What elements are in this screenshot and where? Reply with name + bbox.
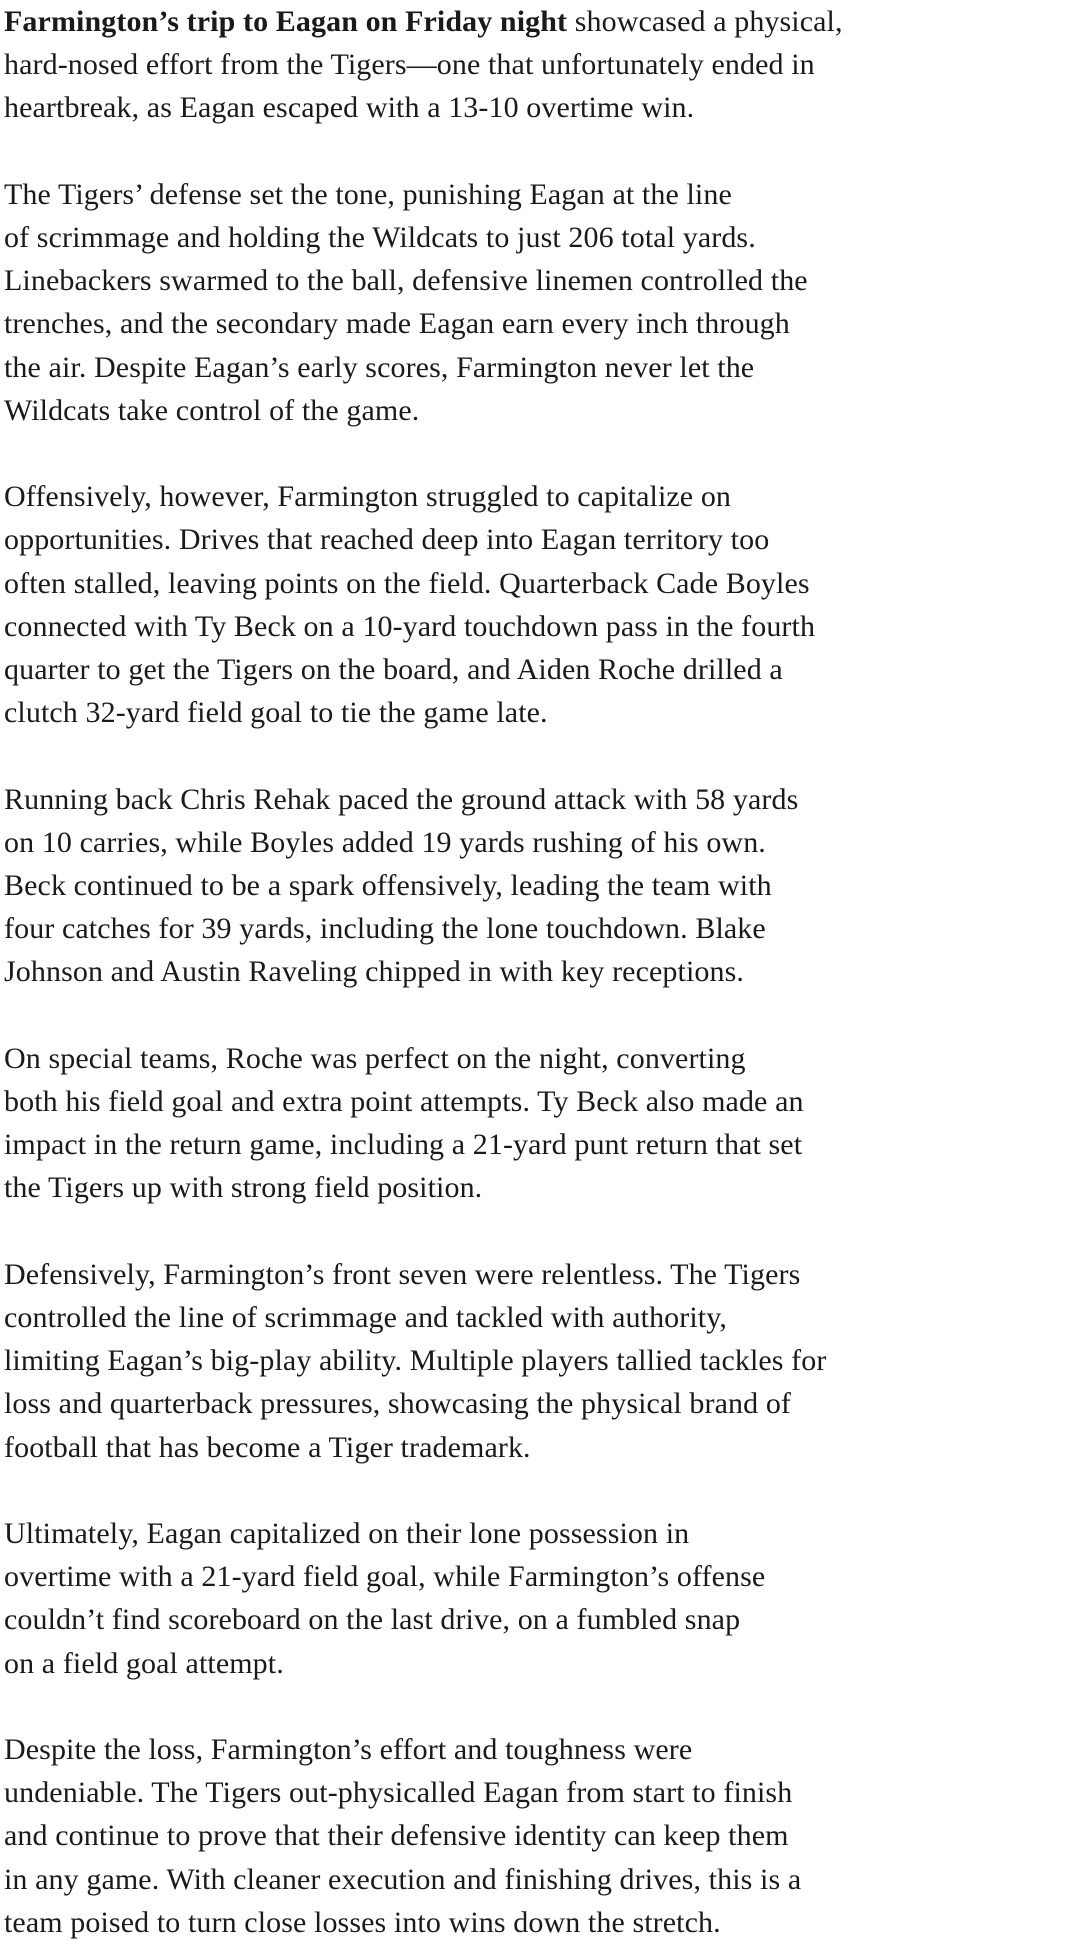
paragraph-rushing-receiving: Running back Chris Rehak paced the ground attack with 58 yards on 10 carries, while Boyles added 19 yards rushing of his own. Beck continued to be a spark offensively, leading the team with four catches for 39 yards, including the lone touchdown. Blake Johnson and Austin Raveling chipped in with key receptions. xyxy=(4,782,799,989)
lede-paragraph xyxy=(4,0,1080,130)
paragraph-front-seven: Defensively, Farmington’s front seven were relentless. The Tigers controlled the line of scrimmage and tackled with authority, limiting Eagan’s big-play ability. Multiple players tallied tackles for loss and quarterback pressures, showcasing the physical brand of football that has become a Tiger trademark. xyxy=(4,1257,827,1464)
paragraph-conclusion: Despite the loss, Farmington’s effort and toughness were undeniable. The Tigers out-physicalled Eagan from start to finish and continue to prove that their defensive identity can keep them in any game. With cleaner execution and finishing drives, this is a team poised to turn close losses into wins down the stretch. xyxy=(4,1733,802,1939)
paragraph-offense: Offensively, however, Farmington struggled to capitalize on opportunities. Drives that reached deep into Eagan territory too often stalled, leaving points on the field. Quarterback Cade Boyles connected with Ty Beck on a 10-yard touchdown pass in the fourth quarter to get the Tigers on the board, and Aiden Roche drilled a clutch 32-yard field goal to tie the game late. xyxy=(4,480,816,730)
paragraph-overtime: Ultimately, Eagan capitalized on their lone possession in overtime with a 21-yard field goal, while Farmington’s offense couldn’t find scoreboard on the last drive, on a fumbled snap on a field goal attempt. xyxy=(4,1517,766,1680)
paragraph-defense: The Tigers’ defense set the tone, punishing Eagan at the line of scrimmage and holding the Wildcats to just 206 total yards. Linebackers swarmed to the ball, defensive linemen controlled the trenches, and the secondary made Eagan earn every inch through the air. Despite Eagan’s early scores, Farmington never let the Wildcats take control of the game. xyxy=(4,177,808,427)
lede-bold-text: Farmington’s trip to Eagan on Friday night xyxy=(4,5,568,38)
paragraph-special-teams: On special teams, Roche was perfect on the night, converting both his field goal and extra point attempts. Ty Beck also made an impact in the return game, including a 21-yard punt return that set the Tigers up with strong field position. xyxy=(4,1041,804,1205)
lede-text: showcased a physical, hard-nosed effort from the Tigers—one that unfortunately ended in heartbreak, as Eagan escaped with a 13-10 overtime win. xyxy=(4,5,843,125)
